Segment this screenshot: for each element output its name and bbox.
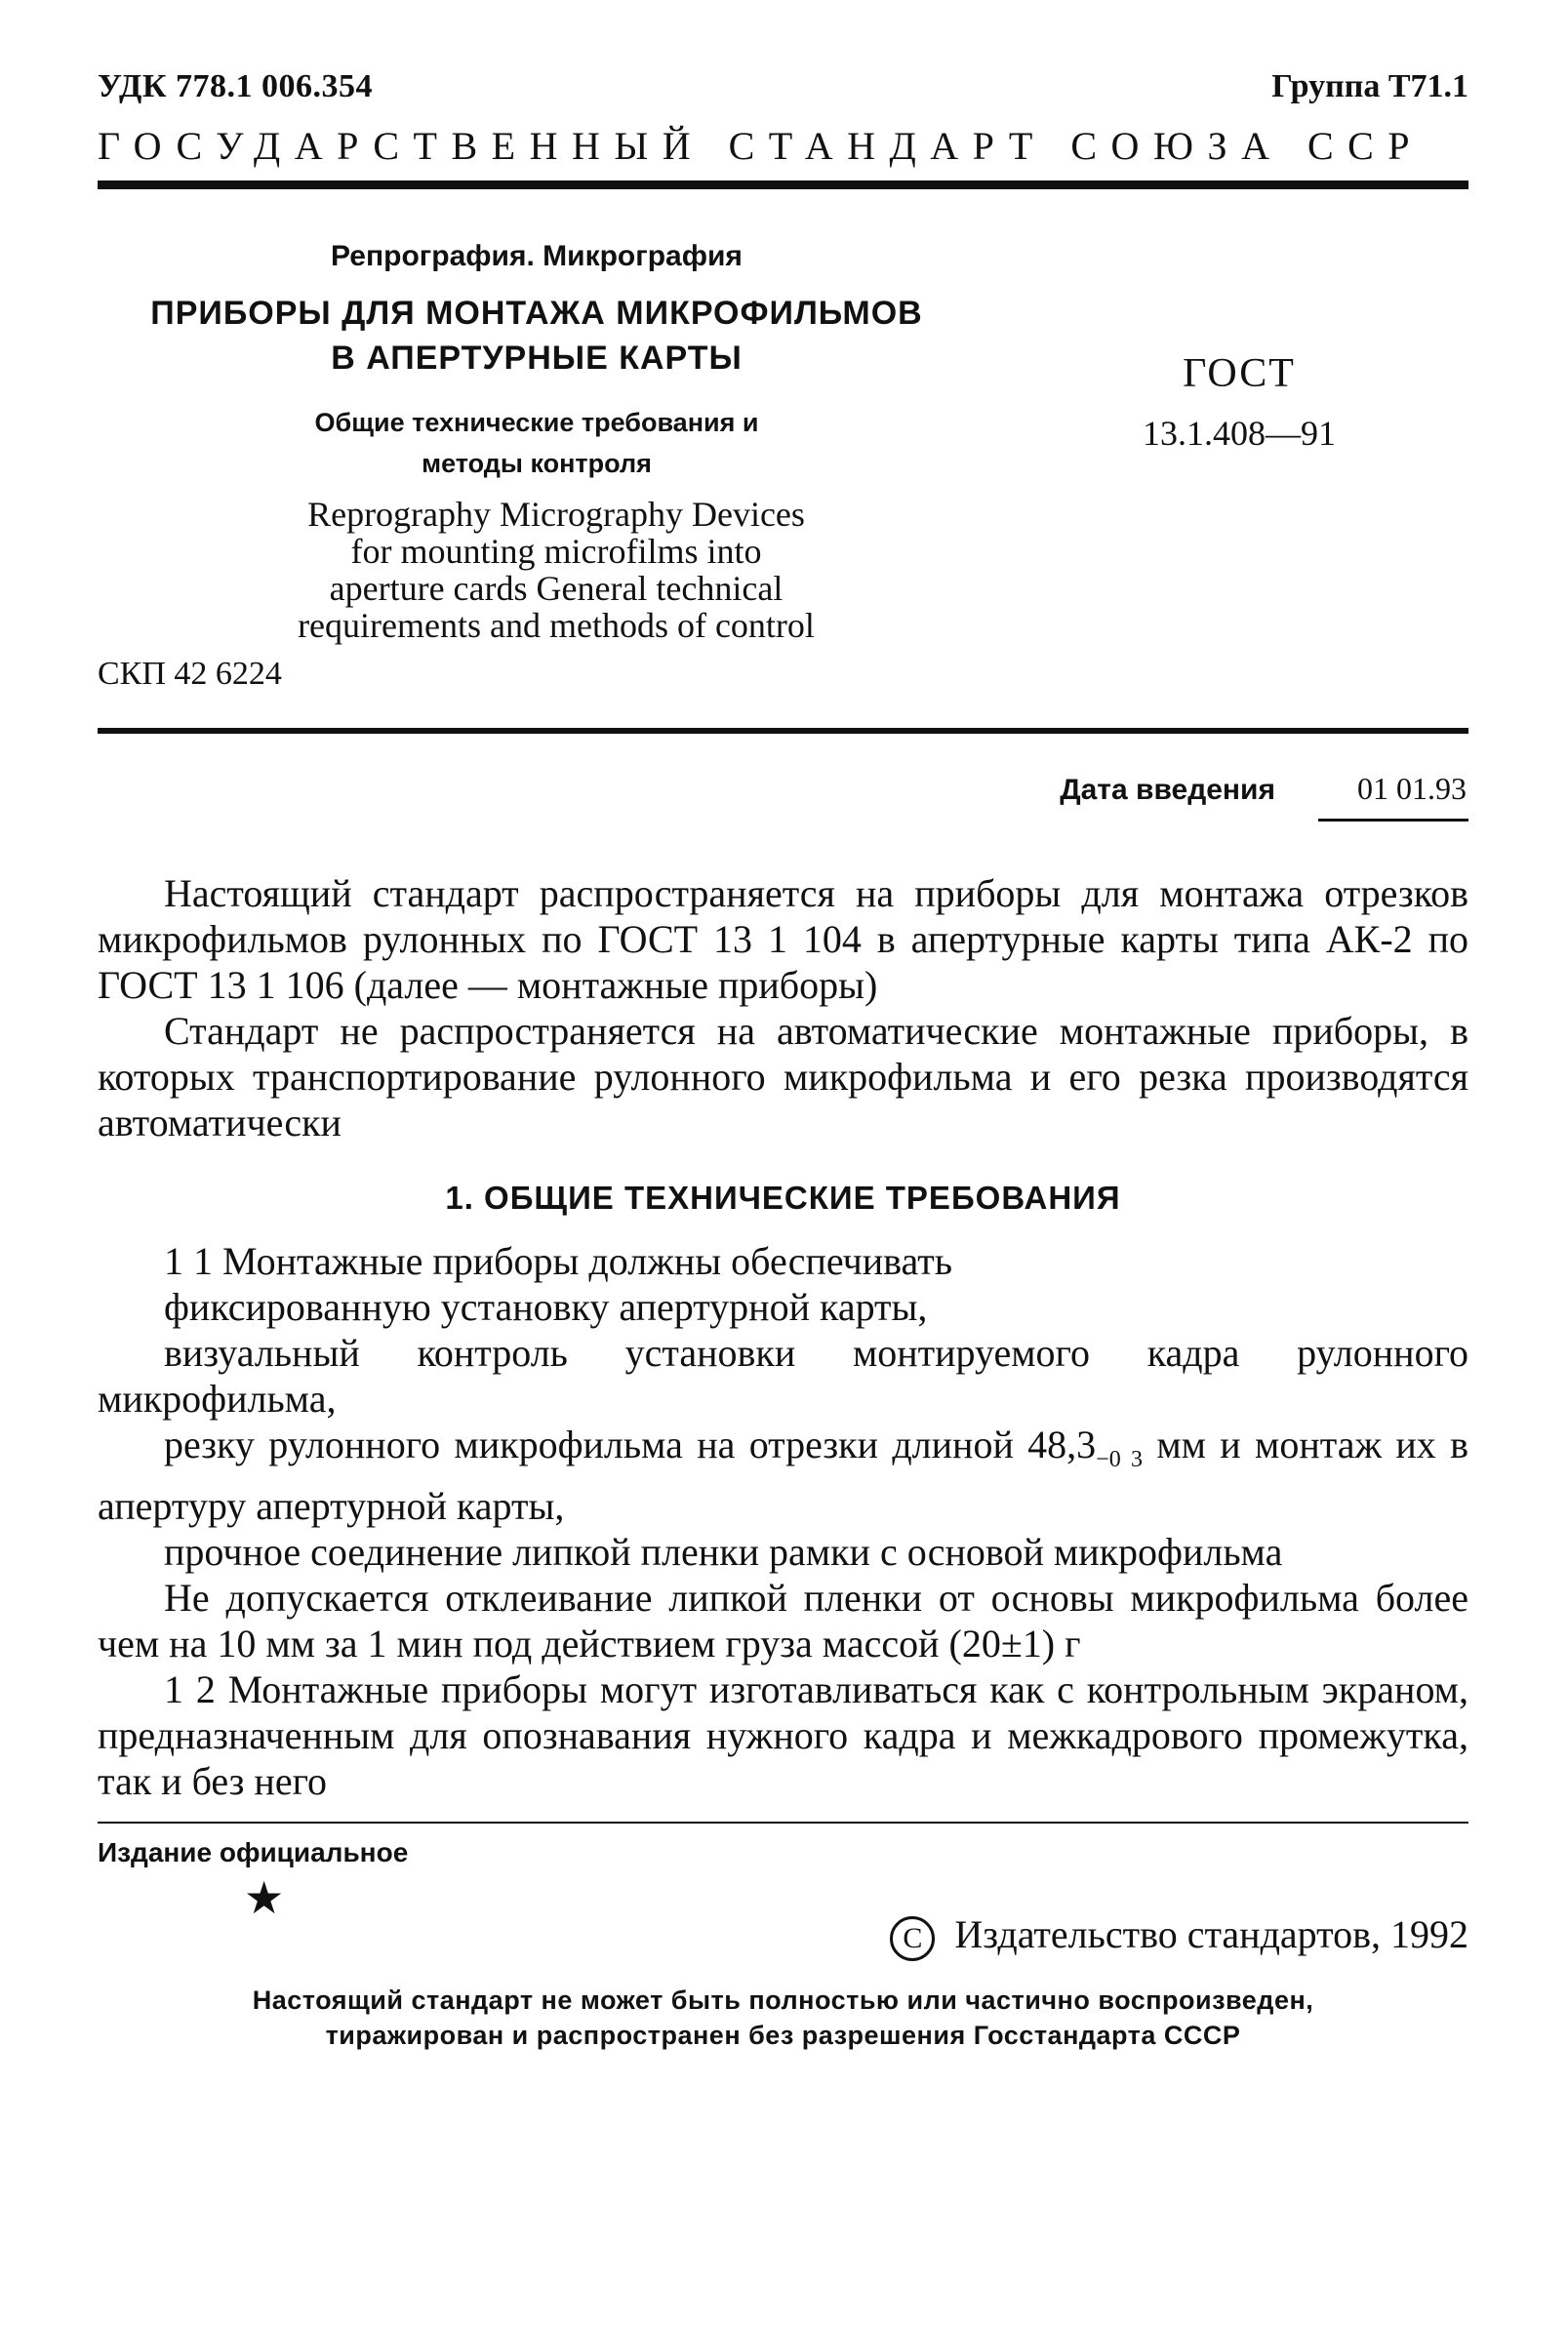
title-rule [98, 728, 1468, 734]
official-edition-label: Издание официальное [98, 1837, 409, 1867]
english-title-line: for mounting microfilms into [350, 532, 762, 571]
introduction-date-value: 01 01.93 [1318, 771, 1468, 822]
header-row [98, 68, 1468, 105]
section-heading: 1. ОБЩИЕ ТЕХНИЧЕСКИЕ ТРЕБОВАНИЯ [445, 1180, 1121, 1216]
publisher-line [98, 1911, 1468, 1961]
requirements-title [244, 402, 829, 484]
group-code: Группа Т71.1 [1271, 68, 1468, 104]
english-title [254, 496, 859, 644]
english-title-line: aperture cards General technical [329, 569, 784, 608]
main-title-line: В АПЕРТУРНЫЕ КАРТЫ [331, 340, 743, 377]
copyright-icon: C [890, 1916, 935, 1961]
english-title-line: requirements and methods of control [298, 606, 815, 645]
document-page [98, 68, 1468, 2053]
state-standard-heading: ГОСУДАРСТВЕННЫЙ СТАНДАРТ СОЮЗА ССР [98, 124, 1425, 168]
english-title-line: Reprography Micrography Devices [307, 495, 805, 534]
paragraph: визуальный контроль установки монтируемого кадра рулонного микрофильма, [98, 1331, 1468, 1421]
title-left-column [98, 240, 976, 644]
reproduction-notice [98, 1983, 1468, 2053]
gost-label: ГОСТ [1183, 351, 1296, 396]
paragraph: 1 1 Монтажные приборы должны обеспечивать [164, 1239, 952, 1283]
body-text [98, 870, 1468, 1804]
paragraph: Не допускается отклеивание липкой пленки от основы микрофильма более чем на 10 мм за 1 мин под действием груза массой (20±1) г [98, 1576, 1468, 1665]
introduction-date [98, 771, 1468, 822]
paragraph: фиксированную установку апертурной карты, [164, 1285, 928, 1329]
requirements-title-line: Общие технические требования и [314, 408, 759, 437]
tolerance-subscript: −0 3 [1096, 1447, 1144, 1472]
main-title-line: ПРИБОРЫ ДЛЯ МОНТАЖА МИКРОФИЛЬМОВ [150, 295, 923, 332]
main-title [98, 291, 976, 381]
title-block [98, 189, 1468, 716]
paragraph: Стандарт не распространяется на автоматические монтажные приборы, в которых транспортирование рулонного микрофильма и его резка производятся автоматически [98, 1009, 1468, 1144]
gost-number: 13.1.408—91 [1143, 414, 1336, 453]
footer-rule [98, 1822, 1468, 1824]
introduction-date-label: Дата введения [1060, 774, 1275, 806]
star-icon: ★ [244, 1873, 285, 1923]
paragraph: Настоящий стандарт распространяется на приборы для монтажа отрезков микрофильмов рулонных по ГОСТ 13 1 104 в апертурные карты типа АК-2 по ГОСТ 13 1 106 (далее — монтажные приборы) [98, 871, 1468, 1007]
subtitle: Репрография. Микрография [331, 240, 743, 272]
header-rule [98, 181, 1468, 189]
paragraph [98, 1422, 1468, 1529]
skp-code: СКП 42 6224 [98, 656, 282, 692]
gost-designation [1112, 350, 1366, 454]
footer [98, 1822, 1468, 2053]
requirements-title-line: методы контроля [422, 449, 652, 478]
paragraph-text: мм и монтаж их в апертуру апертурной карты, [98, 1423, 1468, 1528]
notice-line: Настоящий стандарт не может быть полностью или частично воспроизведен, [252, 1985, 1314, 2015]
notice-line: тиражирован и распространен без разрешения Госстандарта СССР [325, 2020, 1241, 2050]
paragraph: 1 2 Монтажные приборы могут изготавливаться как с контрольным экраном, предназначенным для опознавания нужного кадра и межкадрового промежутка, так и без него [98, 1667, 1468, 1803]
paragraph-text: резку рулонного микрофильма на отрезки длиной 48,3 [164, 1423, 1097, 1466]
paragraph: прочное соединение липкой пленки рамки с основой микрофильма [164, 1530, 1283, 1574]
publisher-name: Издательство стандартов, 1992 [954, 1912, 1468, 1956]
udc-code: УДК 778.1 006.354 [98, 68, 374, 104]
